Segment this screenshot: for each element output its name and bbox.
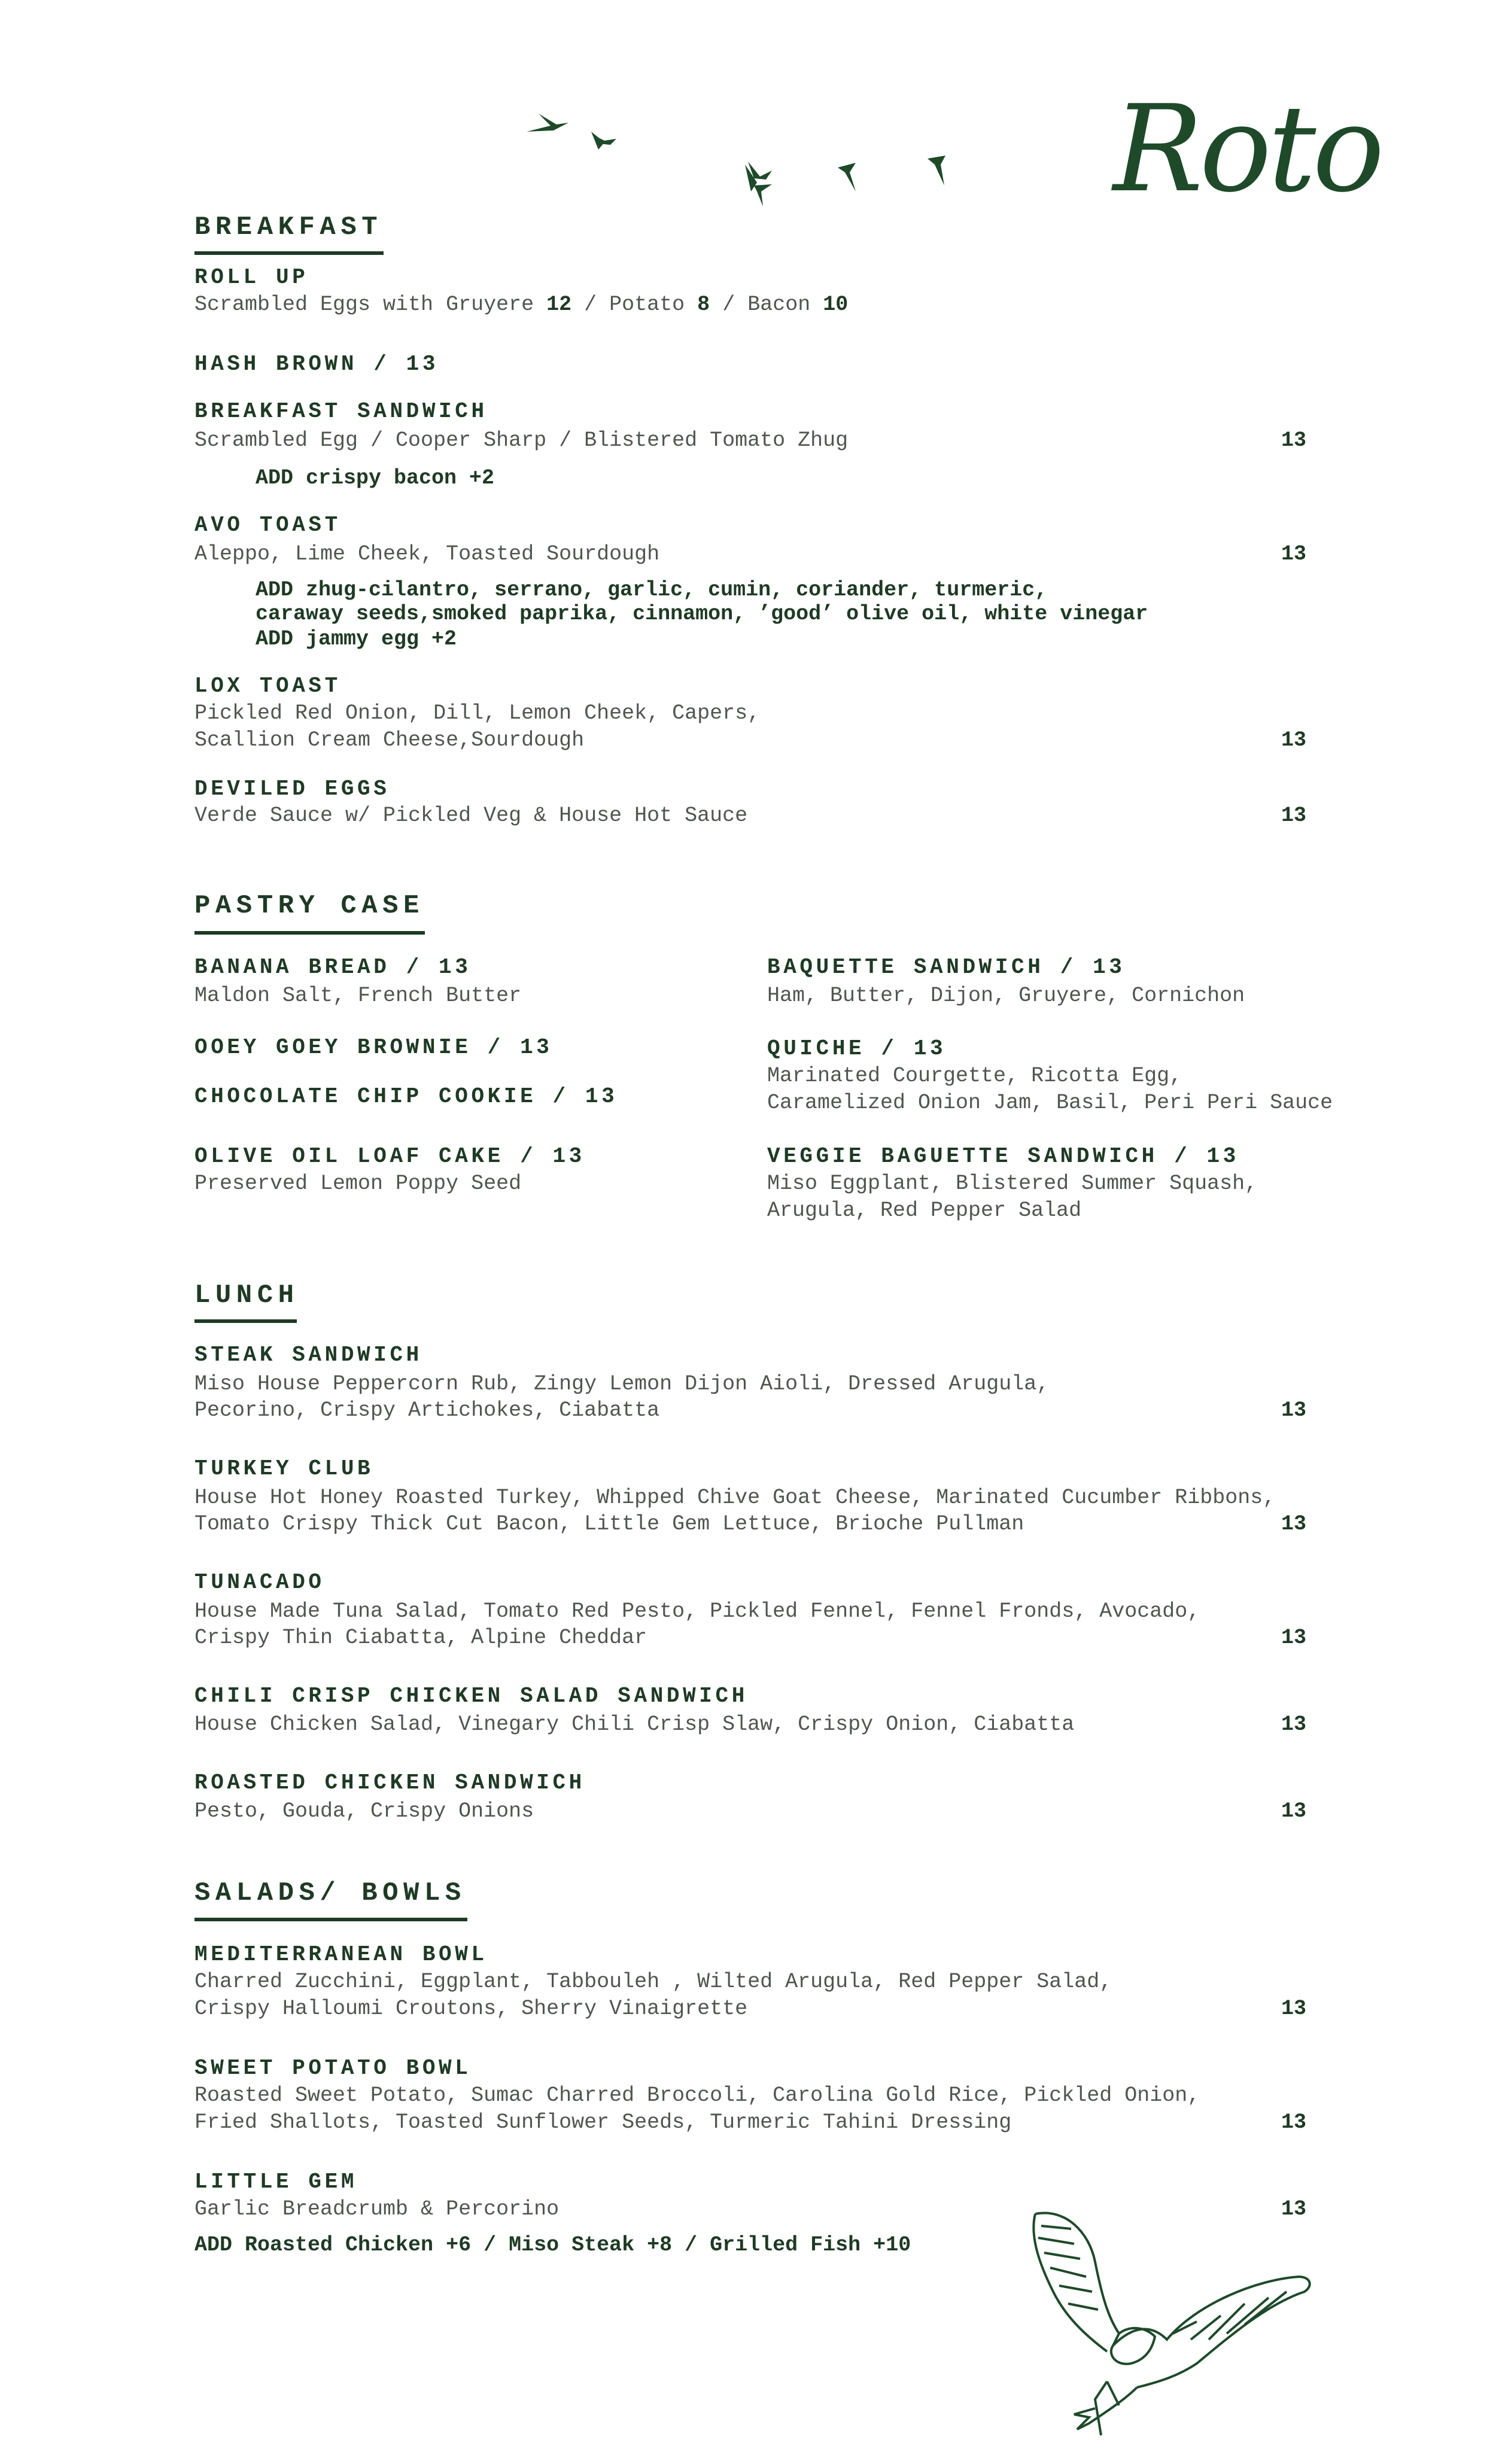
item-desc: Maldon Salt, French Butter bbox=[194, 984, 522, 1008]
item-name-breakfast-sandwich: BREAKFAST SANDWICH bbox=[194, 399, 488, 424]
item-name-little-gem: LITTLE GEM bbox=[194, 2170, 358, 2194]
item-desc: Tomato Crispy Thick Cut Bacon, Little Gem Lettuce, Brioche Pullman bbox=[194, 1512, 1024, 1536]
item-price: 13 bbox=[1281, 1712, 1306, 1736]
item-addon: ADD jammy egg +2 bbox=[256, 627, 457, 651]
item-name-loaf-cake: OLIVE OIL LOAF CAKE / 13 bbox=[194, 1144, 585, 1169]
item-name-baguette: BAQUETTE SANDWICH / 13 bbox=[767, 955, 1126, 979]
item-desc-roll-up: Scrambled Eggs with Gruyere 12 / Potato 8 / Bacon 10 bbox=[194, 293, 849, 317]
item-name-veggie-baguette: VEGGIE BAGUETTE SANDWICH / 13 bbox=[767, 1144, 1239, 1169]
item-price: 13 bbox=[1281, 728, 1306, 752]
item-desc: Ham, Butter, Dijon, Gruyere, Cornichon bbox=[767, 984, 1245, 1008]
item-addon: caraway seeds,smoked paprika, cinnamon, ’good’ olive oil, white vinegar bbox=[256, 602, 1148, 626]
item-name-sweet-potato-bowl: SWEET POTATO BOWL bbox=[194, 2056, 472, 2080]
item-desc: Pecorino, Crispy Artichokes, Ciabatta bbox=[194, 1398, 660, 1422]
item-desc: Aleppo, Lime Cheek, Toasted Sourdough bbox=[194, 542, 660, 566]
seagull-illustration-icon bbox=[1017, 2202, 1328, 2441]
item-desc: House Hot Honey Roasted Turkey, Whipped Chive Goat Cheese, Marinated Cucumber Ribbons, bbox=[194, 1486, 1276, 1510]
section-underline bbox=[194, 251, 384, 255]
item-name-turkey-club: TURKEY CLUB bbox=[194, 1456, 374, 1481]
item-price: 13 bbox=[1281, 1398, 1306, 1422]
item-name-cookie: CHOCOLATE CHIP COOKIE / 13 bbox=[194, 1084, 618, 1109]
item-desc: Preserved Lemon Poppy Seed bbox=[194, 1172, 522, 1196]
flying-birds-icon bbox=[515, 108, 993, 215]
section-title-pastry: PASTRY CASE bbox=[194, 891, 424, 921]
item-addon: ADD Roasted Chicken +6 / Miso Steak +8 / Grilled Fish +10 bbox=[194, 2233, 911, 2257]
section-title-breakfast: BREAKFAST bbox=[194, 212, 383, 242]
item-desc: Scallion Cream Cheese,Sourdough bbox=[194, 728, 585, 752]
item-desc: House Chicken Salad, Vinegary Chili Crisp Slaw, Crispy Onion, Ciabatta bbox=[194, 1712, 1075, 1736]
item-name-roasted-chicken: ROASTED CHICKEN SANDWICH bbox=[194, 1771, 585, 1795]
item-desc: Caramelized Onion Jam, Basil, Peri Peri Sauce bbox=[767, 1091, 1333, 1115]
item-desc: Verde Sauce w/ Pickled Veg & House Hot Sauce bbox=[194, 804, 748, 828]
item-price: 13 bbox=[1281, 804, 1306, 828]
item-name-banana-bread: BANANA BREAD / 13 bbox=[194, 955, 472, 979]
section-underline bbox=[194, 931, 425, 935]
item-desc: Pickled Red Onion, Dill, Lemon Cheek, Capers, bbox=[194, 701, 761, 725]
item-name-avo-toast: AVO TOAST bbox=[194, 513, 341, 537]
item-name-roll-up: ROLL UP bbox=[194, 265, 309, 290]
item-addon: ADD zhug-cilantro, serrano, garlic, cumin, coriander, turmeric, bbox=[256, 578, 1048, 602]
item-name-chili-crisp: CHILI CRISP CHICKEN SALAD SANDWICH bbox=[194, 1684, 748, 1708]
item-price: 13 bbox=[1281, 1997, 1306, 2021]
item-price: 13 bbox=[1281, 1512, 1306, 1536]
item-price: 13 bbox=[1281, 2110, 1306, 2134]
item-addon: ADD crispy bacon +2 bbox=[256, 466, 495, 490]
item-name-brownie: OOEY GOEY BROWNIE / 13 bbox=[194, 1035, 553, 1060]
item-desc: Roasted Sweet Potato, Sumac Charred Broccoli, Carolina Gold Rice, Pickled Onion, bbox=[194, 2083, 1200, 2107]
item-name-lox-toast: LOX TOAST bbox=[194, 674, 341, 698]
item-name-mediterranean-bowl: MEDITERRANEAN BOWL bbox=[194, 1942, 488, 1967]
item-desc: Crispy Halloumi Croutons, Sherry Vinaigrette bbox=[194, 1997, 748, 2021]
item-name-hash-brown: HASH BROWN / 13 bbox=[194, 352, 439, 376]
section-underline bbox=[194, 1319, 297, 1323]
item-name-steak-sandwich: STEAK SANDWICH bbox=[194, 1343, 422, 1367]
item-desc: Marinated Courgette, Ricotta Egg, bbox=[767, 1064, 1182, 1088]
item-price: 13 bbox=[1281, 1626, 1306, 1650]
item-desc: Miso Eggplant, Blistered Summer Squash, bbox=[767, 1172, 1258, 1196]
item-price: 13 bbox=[1281, 1799, 1306, 1823]
item-desc: Arugula, Red Pepper Salad bbox=[767, 1198, 1082, 1222]
item-price: 13 bbox=[1281, 428, 1306, 452]
item-price: 13 bbox=[1281, 2197, 1306, 2221]
item-name-deviled-eggs: DEVILED EGGS bbox=[194, 777, 390, 801]
item-desc: Charred Zucchini, Eggplant, Tabbouleh , Wilted Arugula, Red Pepper Salad, bbox=[194, 1970, 1112, 1994]
item-price: 13 bbox=[1281, 542, 1306, 566]
item-desc: Fried Shallots, Toasted Sunflower Seeds, Turmeric Tahini Dressing bbox=[194, 2110, 1012, 2134]
roto-logo: Roto bbox=[1113, 80, 1381, 219]
item-desc: Crispy Thin Ciabatta, Alpine Cheddar bbox=[194, 1626, 647, 1650]
item-desc: House Made Tuna Salad, Tomato Red Pesto, Pickled Fennel, Fennel Fronds, Avocado, bbox=[194, 1599, 1200, 1623]
item-desc: Pesto, Gouda, Crispy Onions bbox=[194, 1799, 534, 1823]
section-title-salads: SALADS/ BOWLS bbox=[194, 1878, 466, 1908]
item-name-tunacado: TUNACADO bbox=[194, 1570, 325, 1595]
section-underline bbox=[194, 1918, 467, 1921]
item-desc: Miso House Peppercorn Rub, Zingy Lemon Dijon Aioli, Dressed Arugula, bbox=[194, 1372, 1050, 1396]
item-desc: Scrambled Egg / Cooper Sharp / Blistered Tomato Zhug bbox=[194, 428, 849, 452]
section-title-lunch: LUNCH bbox=[194, 1280, 299, 1310]
item-desc: Garlic Breadcrumb & Percorino bbox=[194, 2197, 560, 2221]
item-name-quiche: QUICHE / 13 bbox=[767, 1036, 947, 1061]
